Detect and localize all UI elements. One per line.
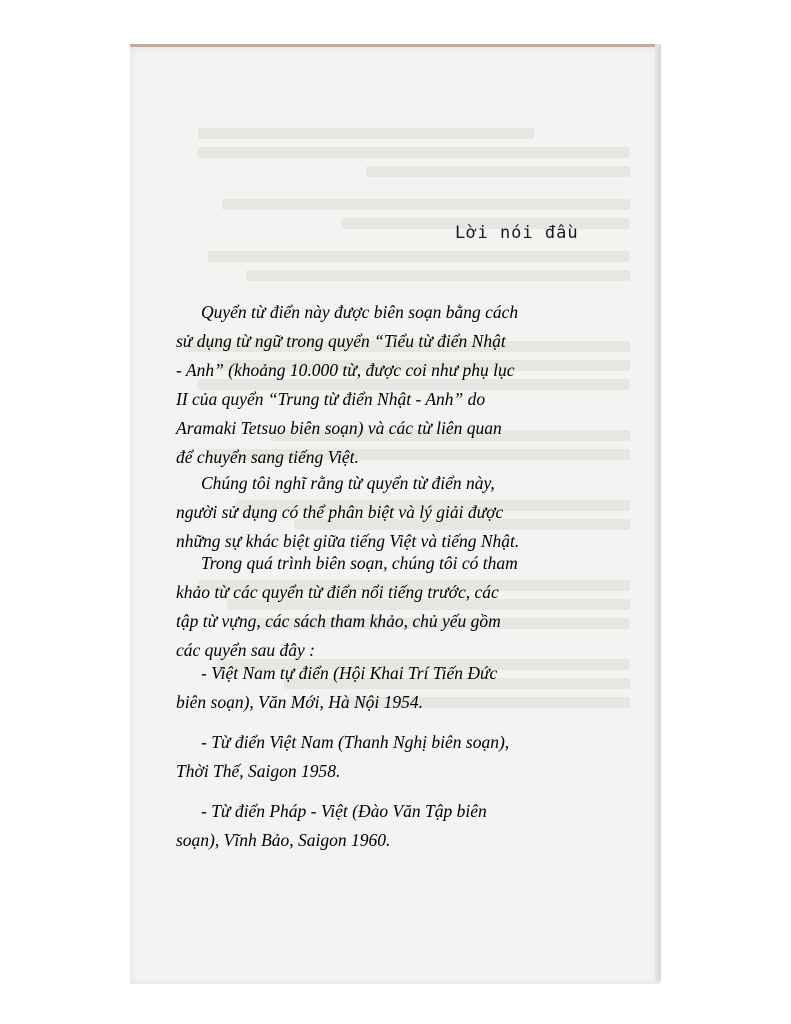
text-line: Thời Thế, Saigon 1958. bbox=[176, 761, 341, 781]
paragraph-purpose bbox=[176, 469, 520, 556]
text-line: Trong quá trình biên soạn, chúng tôi có tham bbox=[201, 553, 518, 573]
text-line: những sự khác biệt giữa tiếng Việt và tiếng Nhật. bbox=[176, 531, 520, 551]
text-line: - Từ điển Việt Nam (Thanh Nghị biên soạn), bbox=[201, 732, 510, 752]
text-line: người sử dụng có thể phân biệt và lý giải được bbox=[176, 502, 504, 522]
page-title: Lời nói đầu bbox=[455, 223, 579, 243]
paragraph-references bbox=[176, 549, 518, 665]
text-line: Chúng tôi nghĩ rằng từ quyển từ điển này, bbox=[201, 473, 495, 493]
reference-item-1 bbox=[176, 659, 498, 717]
text-line: sử dụng từ ngữ trong quyển “Tiểu từ điển Nhật bbox=[176, 331, 506, 351]
text-line: biên soạn), Văn Mới, Hà Nội 1954. bbox=[176, 692, 424, 712]
text-line: các quyển sau đây : bbox=[176, 640, 315, 660]
text-line: Aramaki Tetsuo biên soạn) và các từ liên quan bbox=[176, 418, 502, 438]
text-line: tập từ vựng, các sách tham khảo, chủ yếu gồm bbox=[176, 611, 501, 631]
text-line: soạn), Vĩnh Bảo, Saigon 1960. bbox=[176, 830, 391, 850]
text-line: II của quyển “Trung từ điển Nhật - Anh” do bbox=[176, 389, 486, 409]
text-line: - Việt Nam tự điển (Hội Khai Trí Tiến Đức bbox=[201, 663, 498, 683]
page-edge bbox=[655, 44, 661, 981]
reference-item-3 bbox=[176, 797, 487, 855]
text-line: - Từ điển Pháp - Việt (Đào Văn Tập biên bbox=[201, 801, 487, 821]
paragraph-intro bbox=[176, 298, 519, 472]
text-line: khảo từ các quyển từ điển nổi tiếng trước, các bbox=[176, 582, 499, 602]
text-line: Quyển từ điển này được biên soạn bằng cách bbox=[201, 302, 519, 322]
reference-item-2 bbox=[176, 728, 510, 786]
text-line: - Anh” (khoảng 10.000 từ, được coi như phụ lục bbox=[176, 360, 515, 380]
text-line: để chuyển sang tiếng Việt. bbox=[176, 447, 359, 467]
